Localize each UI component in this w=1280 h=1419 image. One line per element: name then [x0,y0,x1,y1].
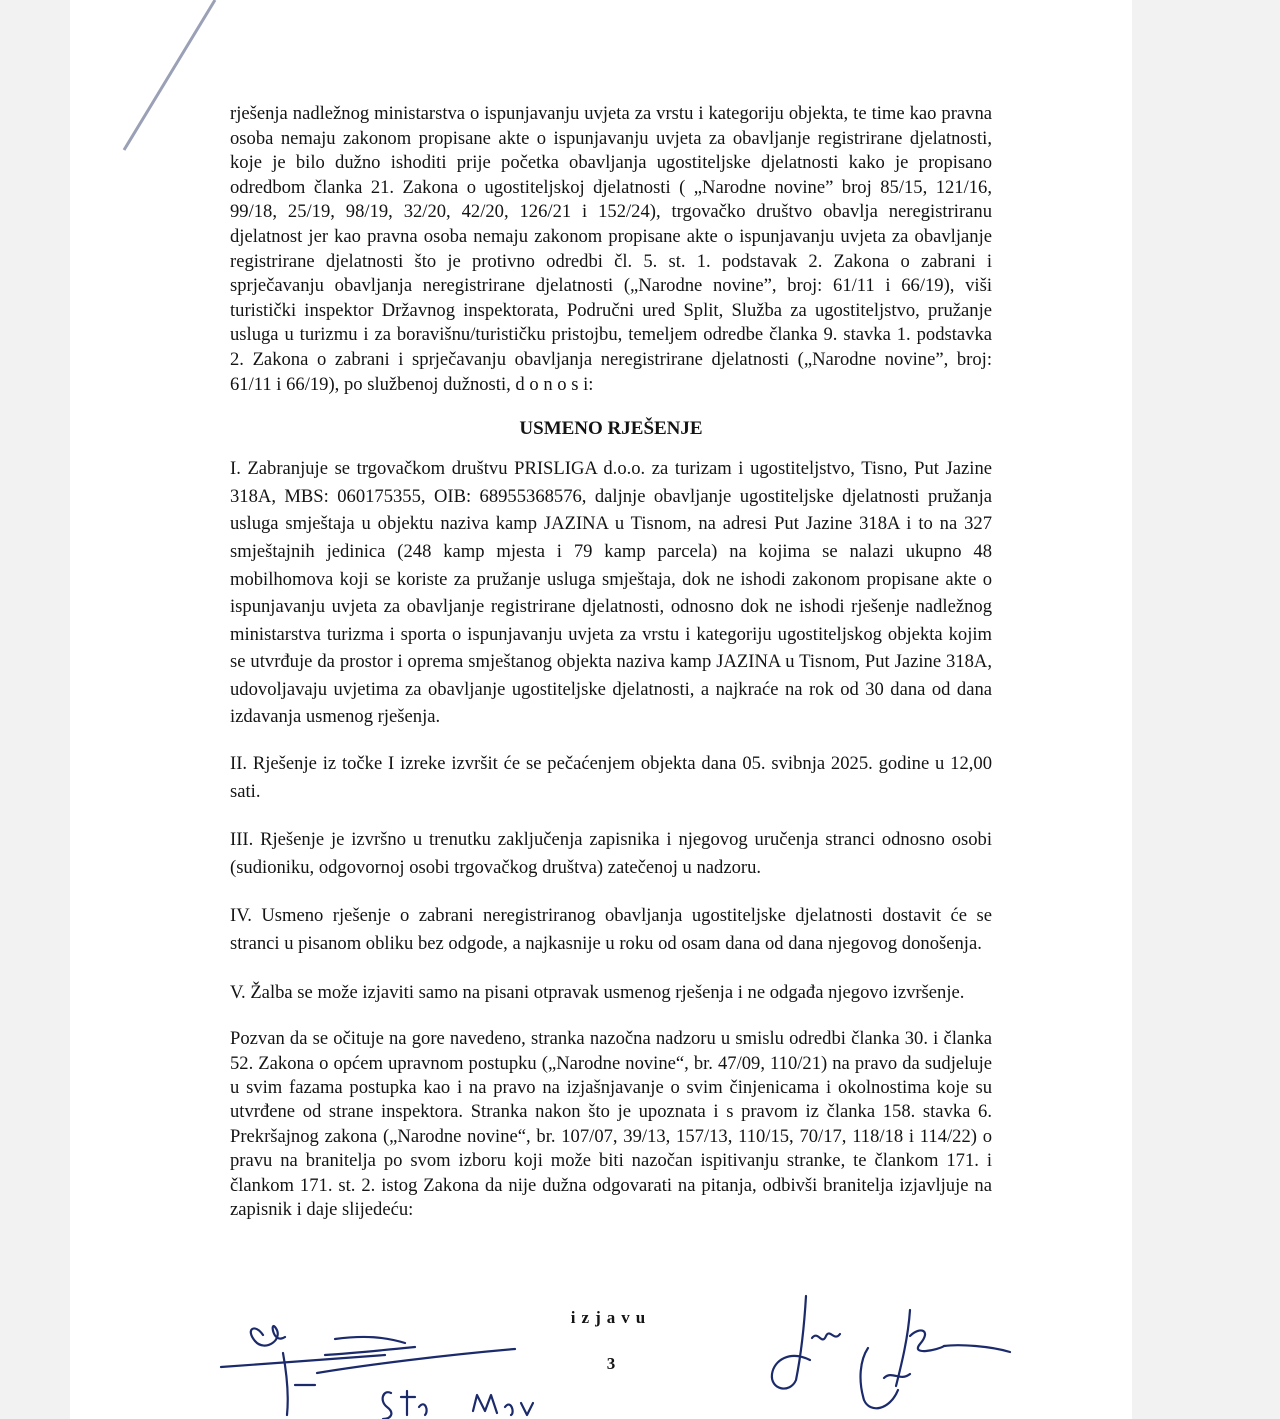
ruling-item-5: V. Žalba se može izjaviti samo na pisani otpravak usmenog rješenja i ne odgađa njegovo izvršenje. [230,981,965,1003]
closing-word: izjavu [570,1308,652,1327]
ruling-item-4: IV. Usmeno rješenje o zabrani neregistriranog obavljanja ugostiteljske djelatnosti dostavit će se stranci u pisanom obliku bez odgode, a najkasnije u roku od osam dana od dana njegovog donošenja. [230,905,992,955]
document-body [230,102,992,1373]
page-number: 3 [606,1354,616,1373]
fold-shadow-line [70,0,230,160]
right-signature [760,1290,1020,1419]
left-signature [215,1315,555,1419]
document-page [70,0,1132,1419]
ruling-item-1: I. Zabranjuje se trgovačkom društvu PRISLIGA d.o.o. za turizam i ugostiteljstvo, Tisno, Put Jazine 318A, MBS: 060175355, OIB: 68955368576, daljnje obavljanje ugostiteljske djelatnosti pružanja usluga smještaja u objektu naziva kamp JAZINA u Tisnom, na adresi Put Jazine 318A i to na 327 smještajnih jedinica (248 kamp mjesta i 79 kamp parcela) na kojima se nalazi ukupno 48 mobilhomova koji se koriste za pružanje usluga smještaja, dok ne ishodi zakonom propisane akte o ispunjavanju uvjeta za obavljanje registrirane djelatnosti, odnosno dok ne ishodi rješenje nadležnog ministarstva turizma i sporta o ispunjavanju uvjeta za vrstu i kategoriju ugostiteljskog objekta kojim se utvrđuje da prostor i oprema smještanog objekta naziva kamp JAZINA u Tisnom, Put Jazine 318A, udovoljavaju uvjetima za obavljanje ugostiteljske djelatnosti, a najkraće na rok od 30 dana od dana izdavanja usmenog rješenja. [230,458,992,728]
intro-paragraph: rješenja nadležnog ministarstva o ispunjavanju uvjeta za vrstu i kategoriju objekta, te time kao pravna osoba nemaju zakonom propisane akte o ispunjavanju uvjeta za obavljanje registrirane djelatnosti, koje je bilo dužno ishoditi prije početka obavljanja ugostiteljske djelatnosti kako je propisano odredbom članka 21. Zakona o ugostiteljskoj djelatnosti ( „Narodne novine” broj 85/15, 121/16, 99/18, 25/19, 98/19, 32/20, 42/20, 126/21 i 152/24), trgovačko društvo obavlja neregistriranu djelatnost jer kao pravna osoba nemaju zakonom propisane akte o ispunjavanju uvjeta za obavljanje registrirane djelatnosti što je protivno odredbi čl. 5. st. 1. podstavak 2. Zakona o zabrani i sprječavanju obavljanja neregistrirane djelatnosti („Narodne novine”, broj: 61/11 i 66/19), viši turistički inspektor Državnog inspektorata, Područni ured Split, Služba za ugostiteljstvo, pružanje usluga u turizmu i za boravišnu/turističku pristojbu, temeljem odredbe članka 9. stavka 1. podstavka 2. Zakona o zabrani i sprječavanju obavljanja neregistrirane djelatnosti („Narodne novine”, broj: 61/11 i 66/19), po službenoj dužnosti, d o n o s i: [230,103,992,395]
final-paragraph: Pozvan da se očituje na gore navedeno, stranka nazočna nadzoru u smislu odredbi članka 30. i članka 52. Zakona o općem upravnom postupku („Narodne novine“, br. 47/09, 110/21) na pravo da sudjeluje u svim fazama postupka kao i na pravo na izjašnjavanje o svim činjenicama i okolnostima koje su utvrđene od strane inspektora. Stranka nakon što je upoznata i s pravom iz članka 158. stavka 6. Prekršajnog zakona („Narodne novine“, br. 107/07, 39/13, 157/13, 110/15, 70/17, 118/18 i 114/22) o pravu na branitelja po svom izboru koji može biti nazočan ispitivanju stranke, te člankom 171. i člankom 171. st. 2. istog Zakona da nije dužna odgovarati na pitanja, odbivši branitelja izjavljuje na zapisnik i daje slijedeću: [230,1028,992,1221]
ruling-item-2: II. Rješenje iz točke I izreke izvršit će se pečaćenjem objekta dana 05. svibnja 2025. godine u 12,00 sati. [230,753,992,802]
ruling-item-3: III. Rješenje je izvršno u trenutku zaključenja zapisnika i njegovog uručenja stranci odnosno osobi (sudioniku, odgovornoj osobi trgovačkog društva) zatečenoj u nadzoru. [230,829,992,878]
section-heading: USMENO RJEŠENJE [519,418,703,440]
